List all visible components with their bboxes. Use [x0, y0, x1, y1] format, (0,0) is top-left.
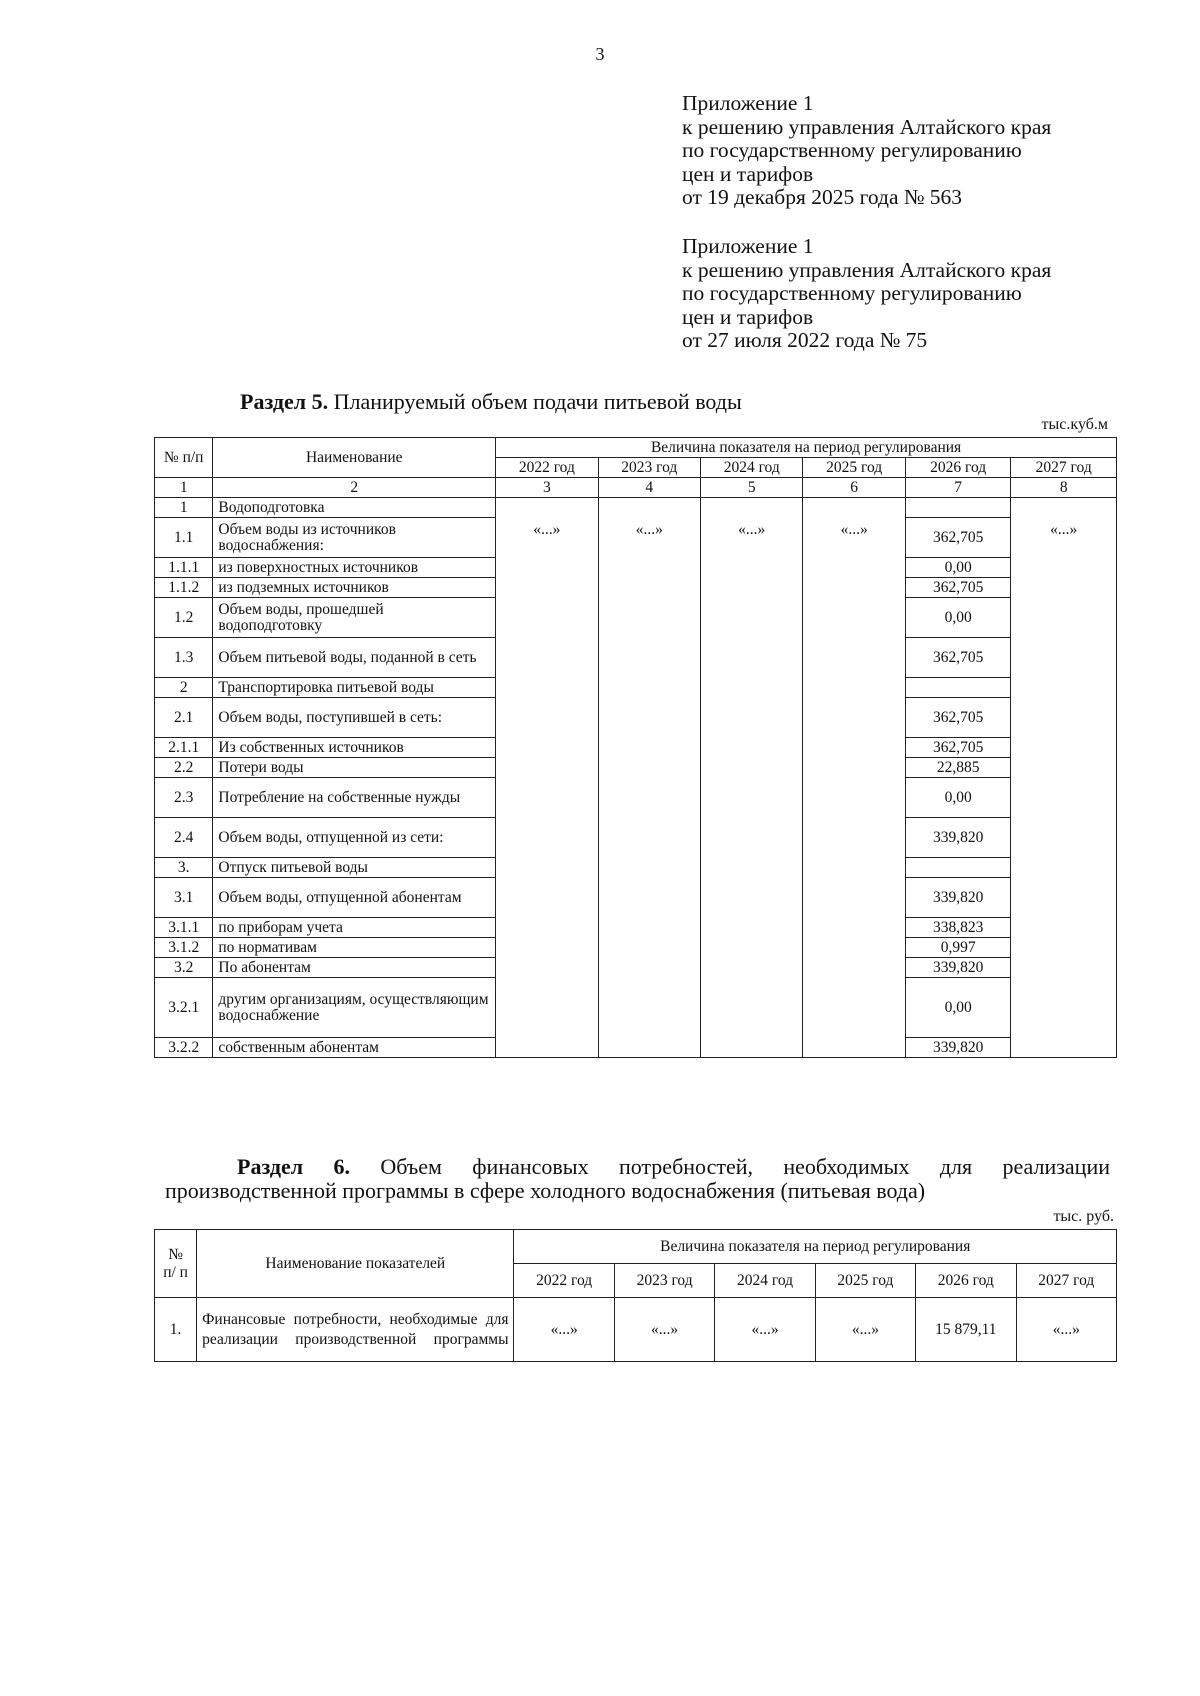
empty-cell [496, 678, 598, 698]
empty-cell [598, 758, 700, 778]
empty-cell [803, 938, 905, 958]
section6-unit: тыс. руб. [1053, 1208, 1114, 1225]
column-number: 4 [598, 478, 700, 498]
row-num: 1 [155, 498, 213, 518]
table-row [155, 578, 1117, 598]
header-num: № п/п [155, 438, 213, 478]
appendix-header-new [682, 92, 1051, 210]
value-2026: 339,820 [905, 878, 1011, 918]
table-row [155, 878, 1117, 918]
row-num: 3.2.1 [155, 978, 213, 1038]
row-name: Из собственных источников [213, 738, 496, 758]
empty-cell [496, 738, 598, 758]
appendix-line: цен и тарифов [682, 304, 814, 329]
appendix-line: от 27 июля 2022 года № 75 [682, 328, 928, 352]
ellipsis-cell: «...» [803, 518, 905, 558]
row-name: по приборам учета [213, 918, 496, 938]
value-2026: 362,705 [905, 698, 1011, 738]
empty-cell [598, 498, 700, 518]
section5-unit: тыс.куб.м [1041, 416, 1108, 433]
row-name: Объем воды, отпущенной абонентам [213, 878, 496, 918]
empty-cell [701, 978, 803, 1038]
row-num: 2.1 [155, 698, 213, 738]
value-2026: 339,820 [905, 958, 1011, 978]
empty-cell [701, 1038, 803, 1058]
empty-cell [1011, 738, 1117, 758]
appendix-line: Приложение 1 [682, 91, 814, 115]
empty-cell [598, 598, 700, 638]
row-value: «...» [815, 1298, 915, 1362]
row-name: Объем воды из источников водоснабжения: [213, 518, 496, 558]
section6-title-line2: производственной программы в сфере холодного водоснабжения (питьевая вода) [165, 1178, 926, 1203]
empty-cell [803, 638, 905, 678]
empty-cell [701, 938, 803, 958]
empty-cell [701, 818, 803, 858]
empty-cell [1011, 818, 1117, 858]
section6-title-text: Объем финансовых потребностей, необходимых для реализации [349, 1154, 1110, 1179]
empty-cell [803, 1038, 905, 1058]
row-num: 3.1.1 [155, 918, 213, 938]
appendix-line: по государственному регулированию [682, 281, 1022, 305]
ellipsis-cell: «...» [701, 518, 803, 558]
row-num: 2.4 [155, 818, 213, 858]
empty-cell [1011, 558, 1117, 578]
empty-cell [496, 558, 598, 578]
empty-cell [598, 878, 700, 918]
empty-cell [496, 498, 598, 518]
row-num: 2 [155, 678, 213, 698]
empty-cell [701, 578, 803, 598]
row-name: Отпуск питьевой воды [213, 858, 496, 878]
empty-cell [1011, 858, 1117, 878]
empty-cell [496, 578, 598, 598]
row-name: Объем питьевой воды, поданной в сеть [213, 638, 496, 678]
empty-cell [496, 698, 598, 738]
empty-cell [598, 958, 700, 978]
empty-cell [803, 918, 905, 938]
row-num: 3.1 [155, 878, 213, 918]
value-2026: 0,00 [905, 598, 1011, 638]
empty-cell [598, 778, 700, 818]
row-num: 2.1.1 [155, 738, 213, 758]
empty-cell [701, 918, 803, 938]
header-year: 2022 год [514, 1264, 614, 1298]
page-number: 3 [595, 44, 605, 64]
empty-cell [1011, 638, 1117, 678]
row-name: Объем воды, отпущенной из сети: [213, 818, 496, 858]
value-2026: 0,00 [905, 778, 1011, 818]
empty-cell [598, 1038, 700, 1058]
header-period: Величина показателя на период регулирования [514, 1230, 1117, 1264]
row-value: «...» [514, 1298, 614, 1362]
table-row [155, 518, 1117, 558]
empty-cell [803, 598, 905, 638]
empty-cell [1011, 598, 1117, 638]
row-name: Финансовые потребности, необходимые для реализации производственной программы [197, 1298, 514, 1362]
table-row [155, 598, 1117, 638]
row-num: 1.3 [155, 638, 213, 678]
empty-cell [701, 958, 803, 978]
row-value: «...» [715, 1298, 815, 1362]
empty-cell [598, 918, 700, 938]
row-num: 1.2 [155, 598, 213, 638]
empty-cell [1011, 778, 1117, 818]
row-value: «...» [614, 1298, 714, 1362]
column-number: 1 [155, 478, 213, 498]
empty-cell [803, 978, 905, 1038]
row-num: 3.1.2 [155, 938, 213, 958]
section5-table [154, 437, 1117, 1058]
header-name: Наименование показателей [197, 1230, 514, 1298]
row-name: по нормативам [213, 938, 496, 958]
row-name: другим организациям, осуществляющим водоснабжение [213, 978, 496, 1038]
table-row [155, 978, 1117, 1038]
empty-cell [701, 758, 803, 778]
value-2026: 339,820 [905, 818, 1011, 858]
header-year: 2025 год [815, 1264, 915, 1298]
header-year: 2023 год [598, 458, 700, 478]
table-row [155, 638, 1117, 678]
empty-cell [598, 818, 700, 858]
table-row [155, 918, 1117, 938]
header-year: 2022 год [496, 458, 598, 478]
value-2026 [905, 858, 1011, 878]
empty-cell [803, 558, 905, 578]
empty-cell [803, 578, 905, 598]
empty-cell [1011, 918, 1117, 938]
empty-cell [701, 558, 803, 578]
row-name: Потребление на собственные нужды [213, 778, 496, 818]
row-name: Потери воды [213, 758, 496, 778]
empty-cell [701, 738, 803, 758]
section6-title [165, 1155, 1110, 1203]
empty-cell [803, 758, 905, 778]
value-2026: 0,00 [905, 558, 1011, 578]
section5-title [240, 389, 742, 415]
row-value: 15 879,11 [916, 1298, 1016, 1362]
header-year: 2023 год [614, 1264, 714, 1298]
row-num: 1.1.1 [155, 558, 213, 578]
empty-cell [803, 698, 905, 738]
row-name: По абонентам [213, 958, 496, 978]
empty-cell [1011, 498, 1117, 518]
value-2026 [905, 498, 1011, 518]
table-row [155, 938, 1117, 958]
empty-cell [803, 878, 905, 918]
empty-cell [496, 778, 598, 818]
table-row [155, 698, 1117, 738]
empty-cell [598, 858, 700, 878]
header-year: 2025 год [803, 458, 905, 478]
section6-title-bold: Раздел 6. [237, 1154, 350, 1179]
appendix-line: к решению управления Алтайского края [682, 257, 1052, 282]
row-num: 2.3 [155, 778, 213, 818]
empty-cell [803, 678, 905, 698]
section5-title-bold: Раздел 5. [240, 389, 329, 414]
table-row [155, 558, 1117, 578]
appendix-header-old [682, 235, 1051, 353]
empty-cell [803, 958, 905, 978]
empty-cell [598, 678, 700, 698]
header-year: 2026 год [916, 1264, 1016, 1298]
row-num: 1.1.2 [155, 578, 213, 598]
row-value: «...» [1016, 1298, 1116, 1362]
value-2026: 0,997 [905, 938, 1011, 958]
table-row [155, 858, 1117, 878]
empty-cell [1011, 1038, 1117, 1058]
empty-cell [598, 978, 700, 1038]
appendix-line: по государственному регулированию [682, 138, 1022, 162]
row-num: 3. [155, 858, 213, 878]
empty-cell [496, 758, 598, 778]
column-number: 5 [701, 478, 803, 498]
table-row [155, 958, 1117, 978]
empty-cell [496, 878, 598, 918]
empty-cell [496, 938, 598, 958]
table-row [155, 778, 1117, 818]
section5-title-text: Планируемый объем подачи питьевой воды [328, 389, 742, 414]
row-num: 1. [155, 1298, 197, 1362]
empty-cell [496, 638, 598, 678]
column-number: 7 [905, 478, 1011, 498]
header-name: Наименование [213, 438, 496, 478]
empty-cell [1011, 958, 1117, 978]
empty-cell [701, 878, 803, 918]
empty-cell [1011, 678, 1117, 698]
table-row [155, 758, 1117, 778]
header-year: 2026 год [905, 458, 1011, 478]
empty-cell [598, 938, 700, 958]
empty-cell [598, 638, 700, 678]
empty-cell [1011, 978, 1117, 1038]
empty-cell [598, 698, 700, 738]
row-num: 3.2.2 [155, 1038, 213, 1058]
row-num: 1.1 [155, 518, 213, 558]
empty-cell [701, 698, 803, 738]
header-year: 2024 год [715, 1264, 815, 1298]
column-number: 3 [496, 478, 598, 498]
value-2026: 362,705 [905, 738, 1011, 758]
table-row [155, 818, 1117, 858]
empty-cell [803, 738, 905, 758]
column-number: 8 [1011, 478, 1117, 498]
empty-cell [496, 818, 598, 858]
empty-cell [701, 778, 803, 818]
header-num: № п/ п [155, 1230, 197, 1298]
section6-table [154, 1229, 1117, 1362]
row-name: Объем воды, поступившей в сеть: [213, 698, 496, 738]
empty-cell [803, 818, 905, 858]
row-name: Водоподготовка [213, 498, 496, 518]
appendix-line: к решению управления Алтайского края [682, 114, 1052, 139]
empty-cell [1011, 938, 1117, 958]
value-2026: 362,705 [905, 638, 1011, 678]
row-name: из подземных источников [213, 578, 496, 598]
column-number: 6 [803, 478, 905, 498]
empty-cell [803, 858, 905, 878]
empty-cell [496, 598, 598, 638]
value-2026: 22,885 [905, 758, 1011, 778]
empty-cell [496, 858, 598, 878]
empty-cell [701, 598, 803, 638]
empty-cell [496, 918, 598, 938]
empty-cell [496, 978, 598, 1038]
empty-cell [598, 578, 700, 598]
ellipsis-cell: «...» [1011, 518, 1117, 558]
row-num: 3.2 [155, 958, 213, 978]
empty-cell [701, 678, 803, 698]
empty-cell [803, 498, 905, 518]
table-row [155, 1038, 1117, 1058]
value-2026: 362,705 [905, 518, 1011, 558]
empty-cell [701, 498, 803, 518]
appendix-line: Приложение 1 [682, 234, 814, 258]
value-2026: 339,820 [905, 1038, 1011, 1058]
empty-cell [701, 638, 803, 678]
header-year: 2027 год [1011, 458, 1117, 478]
empty-cell [701, 858, 803, 878]
appendix-line: цен и тарифов [682, 161, 814, 186]
header-year: 2027 год [1016, 1264, 1116, 1298]
empty-cell [1011, 578, 1117, 598]
row-name: Объем воды, прошедшей водоподготовку [213, 598, 496, 638]
row-name: из поверхностных источников [213, 558, 496, 578]
empty-cell [598, 738, 700, 758]
value-2026: 338,823 [905, 918, 1011, 938]
empty-cell [1011, 758, 1117, 778]
column-number: 2 [213, 478, 496, 498]
row-num: 2.2 [155, 758, 213, 778]
empty-cell [598, 558, 700, 578]
header-period: Величина показателя на период регулирования [496, 438, 1117, 458]
ellipsis-cell: «...» [598, 518, 700, 558]
empty-cell [496, 958, 598, 978]
header-year: 2024 год [701, 458, 803, 478]
value-2026: 0,00 [905, 978, 1011, 1038]
ellipsis-cell: «...» [496, 518, 598, 558]
appendix-line: от 19 декабря 2025 года № 563 [682, 185, 962, 209]
table-row [155, 738, 1117, 758]
value-2026: 362,705 [905, 578, 1011, 598]
table-row [155, 498, 1117, 518]
value-2026 [905, 678, 1011, 698]
empty-cell [496, 1038, 598, 1058]
table-row [155, 678, 1117, 698]
row-name: Транспортировка питьевой воды [213, 678, 496, 698]
empty-cell [1011, 878, 1117, 918]
empty-cell [1011, 698, 1117, 738]
row-name: собственным абонентам [213, 1038, 496, 1058]
empty-cell [803, 778, 905, 818]
